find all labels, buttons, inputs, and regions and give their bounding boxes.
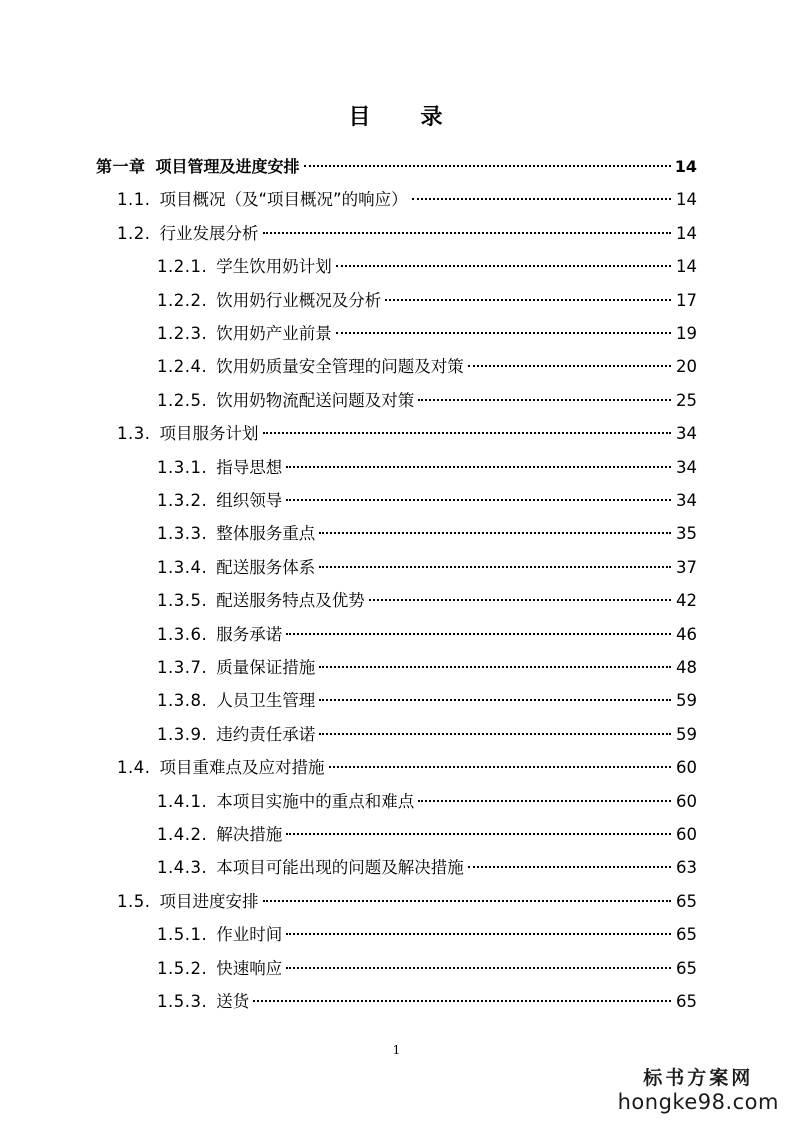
toc-entry-title: 项目服务计划 [159,424,259,444]
toc-entry-page: 48 [676,658,697,677]
toc-entry-page: 34 [676,491,697,510]
toc-dot-leader [286,833,671,835]
toc-dot-leader [418,800,671,802]
toc-dot-leader [468,365,671,367]
toc-entry[interactable] [157,252,697,282]
toc-entry-title: 人员卫生管理 [216,691,316,711]
toc-entry[interactable] [157,853,697,883]
toc-entry-number: 1.1. [117,190,151,210]
toc-entry-number: 1.4.2. [157,825,208,844]
toc-entry-title: 项目管理及进度安排 [155,157,300,176]
watermark-cn: 标书方案网 [643,1067,754,1089]
toc-entry-page: 60 [676,791,697,811]
toc-dot-leader [412,198,671,200]
toc-dot-leader [286,933,671,935]
toc-entry[interactable] [157,686,697,716]
toc-entry-page: 14 [676,223,697,243]
toc-entry-title: 项目重难点及应对措施 [159,758,325,778]
toc-entry-page: 46 [676,624,697,644]
toc-entry-number: 1.3.2. [157,491,208,510]
toc-entry-title: 本项目可能出现的问题及解决措施 [216,858,464,878]
toc-entry-title: 饮用奶产业前景 [216,324,332,343]
toc-entry[interactable] [117,219,697,249]
toc-entry[interactable] [157,553,697,583]
toc-dot-leader [319,532,671,534]
toc-entry-title: 指导思想 [216,457,283,477]
toc-entry-number: 1.2.3. [157,324,208,343]
toc-entry[interactable] [117,887,697,917]
toc-entry[interactable] [157,787,697,817]
watermark-url: hongke98.com [617,1090,779,1114]
toc-entry-title: 配送服务体系 [216,557,316,577]
toc-entry[interactable] [157,720,697,750]
toc-entry[interactable] [117,185,697,215]
toc-entry-title: 质量保证措施 [216,658,316,677]
toc-entry-title: 配送服务特点及优势 [216,591,365,611]
toc-entry[interactable] [117,419,697,449]
toc-entry-number: 1.3.9. [157,724,208,744]
toc-entry-title: 解决措施 [216,825,283,844]
toc-entry[interactable] [117,753,697,783]
toc-entry[interactable] [157,519,697,549]
toc-entry[interactable] [157,920,697,950]
toc-entry-page: 20 [676,357,697,377]
toc-entry[interactable] [157,954,697,984]
toc-entry-number: 1.5. [117,891,151,911]
toc-entry[interactable] [157,453,697,483]
page-title: 目 录 [348,105,445,130]
toc-entry-page: 59 [676,724,697,744]
toc-entry-page: 59 [676,691,697,711]
toc-entry-page: 14 [676,190,697,210]
toc-entry-page: 19 [676,324,697,343]
toc-entry-page: 14 [674,157,697,176]
toc-entry-number: 1.2.4. [157,357,208,377]
toc-dot-leader [336,332,671,334]
toc-entry-page: 65 [676,925,697,945]
toc-entry[interactable] [157,352,697,382]
toc-entry-page: 65 [676,992,697,1011]
toc-entry[interactable] [157,319,697,349]
toc-dot-leader [418,399,671,401]
toc-entry-page: 25 [676,390,697,410]
toc-entry-page: 17 [676,290,697,310]
toc-dot-leader [319,699,671,701]
toc-entry-title: 组织领导 [216,491,283,510]
toc-entry-number: 1.3.3. [157,524,208,544]
toc-entry-number: 1.3. [117,424,151,444]
toc-entry[interactable] [157,987,697,1017]
toc-entry-title: 行业发展分析 [159,223,259,243]
toc-entry[interactable] [96,152,697,182]
toc-dot-leader [286,499,671,501]
watermark-logo [618,1063,779,1114]
toc-dot-leader [329,766,672,768]
toc-dot-leader [385,299,671,301]
toc-entry-page: 34 [676,457,697,477]
toc-entry[interactable] [157,386,697,416]
toc-entry-title: 送货 [216,992,250,1011]
toc-entry-number: 1.3.7. [157,658,208,677]
toc-entry-number: 1.4. [117,758,151,778]
toc-entry-page: 35 [676,524,697,544]
toc-dot-leader [336,265,671,267]
toc-entry-title: 饮用奶质量安全管理的问题及对策 [216,357,464,377]
toc-dot-leader [263,900,672,902]
toc-entry[interactable] [157,286,697,316]
toc-entry[interactable] [157,620,697,650]
toc-entry-number: 1.2. [117,223,151,243]
toc-entry-page: 60 [676,825,697,844]
toc-entry-title: 项目进度安排 [159,891,259,911]
toc-entry-page: 37 [676,557,697,577]
toc-entry-title: 饮用奶行业概况及分析 [216,290,382,310]
toc-dot-leader [286,466,671,468]
toc-dot-leader [304,165,671,167]
toc-entry-title: 学生饮用奶计划 [216,257,332,277]
toc-entry-page: 65 [676,891,697,911]
toc-entry-number: 第一章 [96,157,146,176]
toc-dot-leader [253,1000,671,1002]
page-number: 1 [392,1043,401,1057]
toc-entry-number: 1.3.6. [157,624,208,644]
toc-entry-title: 饮用奶物流配送问题及对策 [216,390,415,410]
toc-entry-title: 快速响应 [216,958,283,978]
toc-entry-number: 1.3.5. [157,591,208,611]
toc-entry-title: 项目概况（及“项目概况”的响应） [159,190,408,210]
toc-entry-title: 违约责任承诺 [216,724,316,744]
toc-dot-leader [319,666,671,668]
toc-entry-number: 1.4.3. [157,858,208,878]
toc-entry-page: 65 [676,958,697,978]
toc-entry-number: 1.5.3. [157,992,208,1011]
toc-entry-page: 60 [676,758,697,778]
toc-dot-leader [319,733,671,735]
toc-dot-leader [319,566,671,568]
toc-entry-page: 42 [676,591,697,611]
toc-entry-number: 1.5.2. [157,958,208,978]
toc-entry-page: 14 [676,257,697,277]
toc-entry-number: 1.2.1. [157,257,208,277]
toc-entry[interactable] [157,586,697,616]
toc-entry-title: 本项目实施中的重点和难点 [216,791,415,811]
toc-entry-page: 63 [676,858,697,878]
toc-dot-leader [286,967,671,969]
toc-entry-number: 1.2.2. [157,290,208,310]
toc-dot-leader [286,633,671,635]
toc-entry-number: 1.3.8. [157,691,208,711]
toc-dot-leader [263,432,672,434]
toc-entry[interactable] [157,486,697,516]
toc-entry-number: 1.3.1. [157,457,208,477]
toc-entry-title: 服务承诺 [216,624,283,644]
toc-entry[interactable] [157,653,697,683]
toc-entry-number: 1.5.1. [157,925,208,945]
toc-entry-title: 作业时间 [216,925,283,945]
toc-dot-leader [369,599,671,601]
toc-dot-leader [468,866,671,868]
toc-entry-title: 整体服务重点 [216,524,316,544]
toc-entry-number: 1.4.1. [157,791,208,811]
toc-entry-number: 1.2.5. [157,390,208,410]
toc-entry-page: 34 [676,424,697,444]
toc-dot-leader [263,232,672,234]
toc-entry-number: 1.3.4. [157,557,208,577]
toc-entry[interactable] [157,820,697,850]
